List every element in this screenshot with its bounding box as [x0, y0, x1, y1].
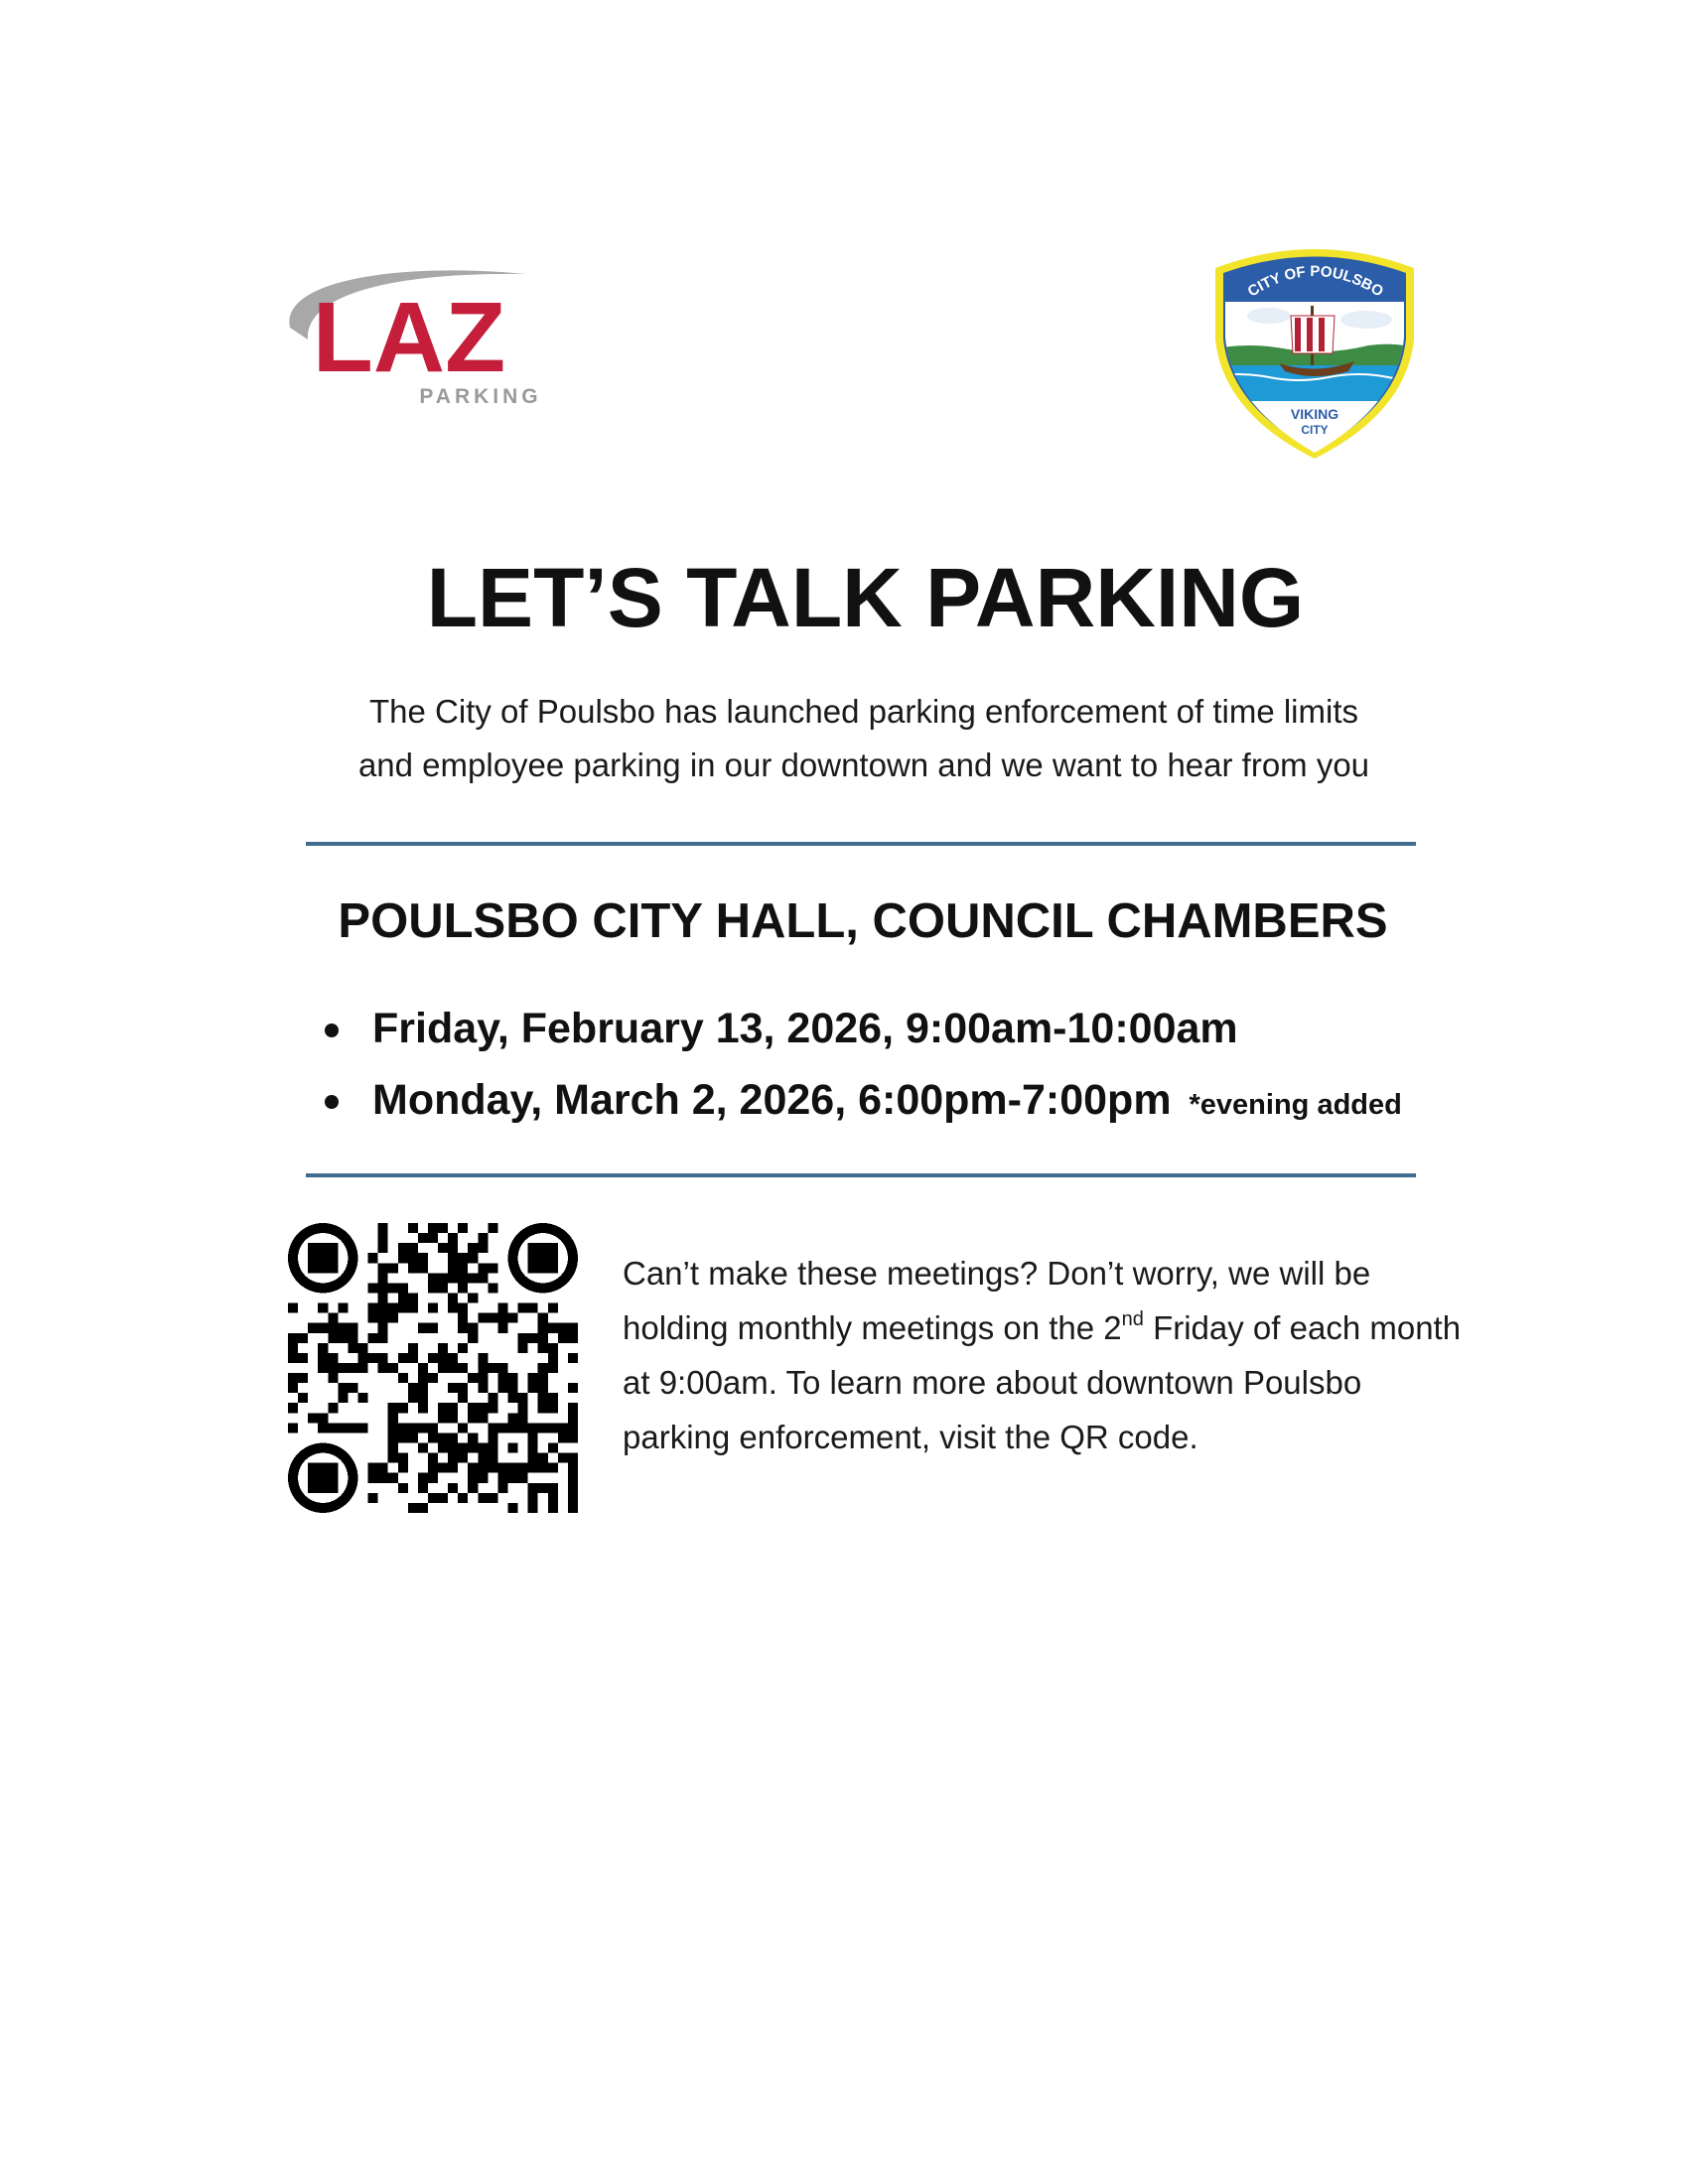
seal-top-text: CITY OF POULSBO: [1244, 262, 1387, 301]
divider-top: [306, 842, 1416, 846]
intro-line-1: The City of Poulsbo has launched parking enforcement of time limits: [369, 693, 1358, 730]
meeting-date-item: [323, 999, 1402, 1070]
meeting-date-item: [323, 1070, 1402, 1142]
seal-bottom-line2: CITY: [1301, 423, 1329, 437]
page-title: LET’S TALK PARKING: [426, 551, 1305, 644]
bullet-icon: [325, 1095, 339, 1109]
info-paragraph: [623, 1246, 1477, 1464]
city-of-poulsbo-seal: [1209, 246, 1420, 459]
laz-wordmark: LAZ: [312, 282, 506, 393]
evening-added-note: *evening added: [1189, 1089, 1402, 1121]
meeting-date-text: Monday, March 2, 2026, 6:00pm-7:00pm: [372, 1076, 1172, 1124]
seal-bottom-line1: VIKING: [1290, 406, 1339, 422]
info-text-part2: Friday of each month at 9:00am. To learn more about downtown Poulsbo parking enforcement, visit the QR code.: [623, 1309, 1462, 1455]
meeting-date-text: Friday, February 13, 2026, 9:00am-10:00am: [372, 1005, 1238, 1052]
ordinal-suffix: nd: [1121, 1308, 1144, 1330]
intro-paragraph: [248, 685, 1479, 792]
intro-line-2: and employee parking in our downtown and we want to hear from you: [357, 747, 1370, 783]
laz-subtext: PARKING: [419, 385, 542, 408]
meeting-location: POULSBO CITY HALL, COUNCIL CHAMBERS: [338, 894, 1388, 948]
bullet-icon: [325, 1024, 339, 1037]
divider-bottom: [306, 1173, 1416, 1177]
meeting-dates-list: [323, 999, 1402, 1142]
laz-parking-logo: [260, 250, 568, 409]
qr-code[interactable]: [288, 1223, 578, 1513]
info-text-part1: Can’t make these meetings? Don’t worry, we will be holding monthly meetings on the 2: [623, 1255, 1371, 1346]
